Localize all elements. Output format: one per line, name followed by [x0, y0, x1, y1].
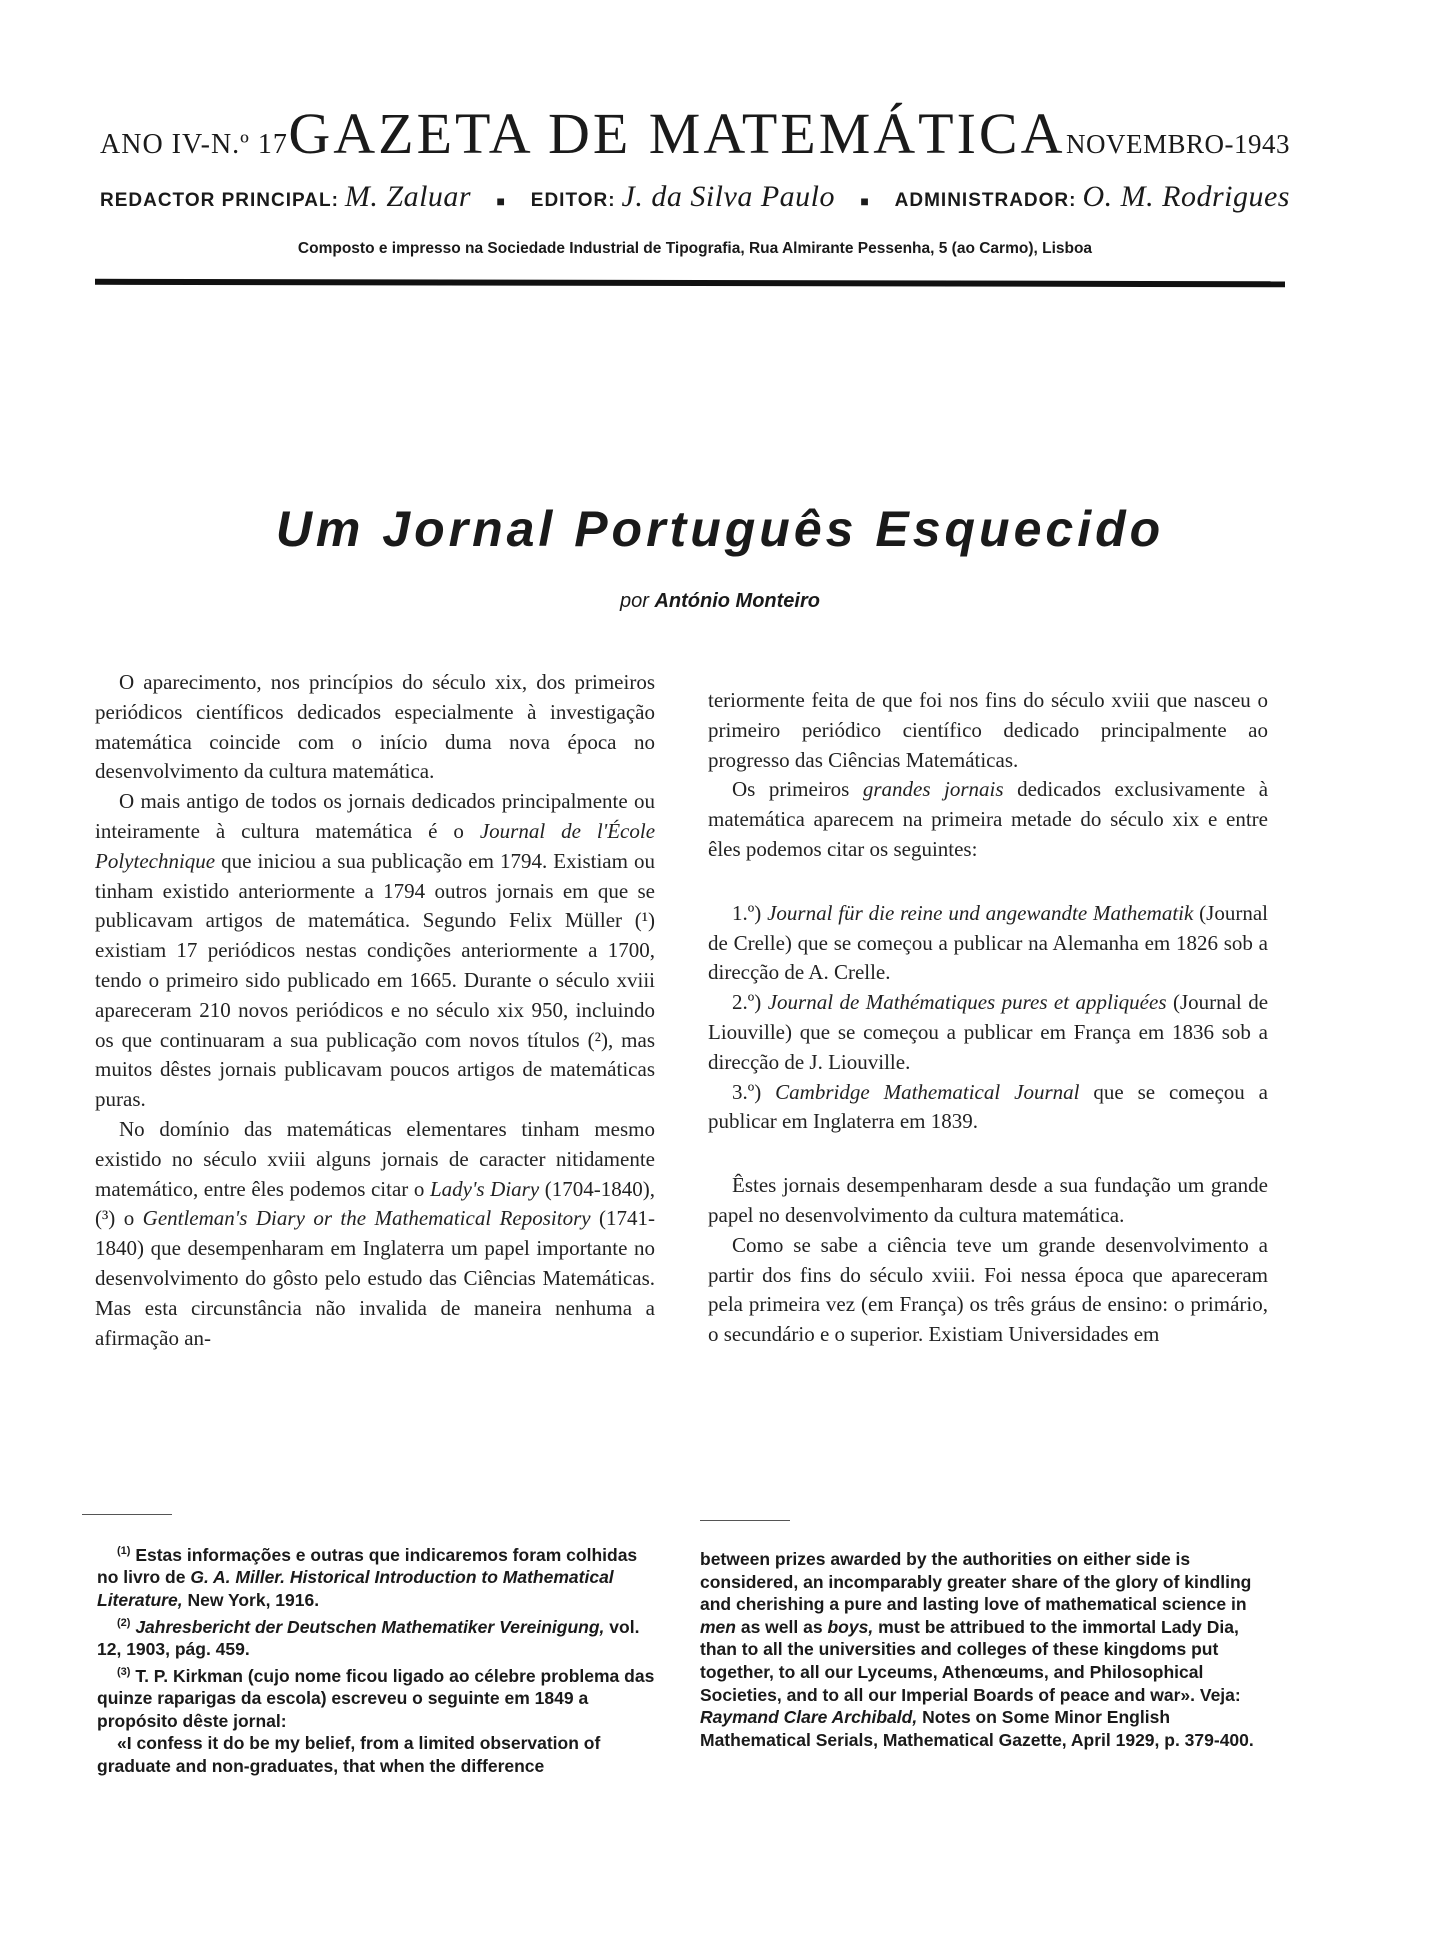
editor-role: EDITOR: — [530, 190, 616, 211]
journal-title: GAZETA DE MATEMÁTICA — [288, 101, 1066, 166]
paragraph — [95, 1115, 655, 1353]
issue-date: NOVEMBRO-1943 — [1065, 129, 1290, 159]
list-item — [708, 899, 1268, 988]
spacer — [708, 1137, 1268, 1171]
text-run: between prizes awarded by the authorities on either side is considered, an incomparably greater share of the glory of kindling and cherishing a pure and lasting love of mathematical science in — [700, 1549, 1252, 1615]
text-run: (Journal de Crelle) que se começou a publicar na Alemanha em 1826 sob a direcção de A. Crelle. — [708, 900, 1268, 985]
footnote-separator — [82, 1514, 172, 1515]
staff-line — [100, 180, 1290, 214]
text-run: must be attribued to the immortal Lady Dia, than to all the universities and colleges of these kingdoms put together, to all our Lyceums, Athenœums, and Philosophical Societies, and to all our Imperial Boards of peace and war». Veja: — [700, 1616, 1241, 1705]
footnote-mark: (3) — [117, 1665, 131, 1678]
administrator-role: ADMINISTRADOR: — [894, 190, 1077, 211]
paragraph: teriormente feita de que foi nos fins do século xviii que nasceu o primeiro periódico científico dedicado principalmente ao progresso das Ciências Matemáticas. — [708, 688, 1268, 772]
left-column — [95, 668, 655, 1353]
item-number: 2.º) — [732, 990, 762, 1015]
text-run: Estas informações e outras que indicaremos foram colhidas no livro de — [97, 1544, 638, 1588]
administrator-credit — [895, 180, 1290, 214]
author-name: António Monteiro — [654, 590, 820, 612]
editor-name: J. da Silva Paulo — [621, 180, 835, 213]
text-run: Notes on Some Minor English Mathematical Serials, Mathematical Gazette, April 1929, p. 379-400. — [700, 1707, 1254, 1750]
editor-in-chief-name: M. Zaluar — [344, 180, 472, 213]
emphasis: grandes jornais — [862, 777, 1004, 802]
paragraph — [95, 787, 655, 1115]
journal-name: Journal de l'École Polytechnique — [95, 818, 656, 873]
footnote — [97, 1540, 657, 1612]
footnote — [97, 1661, 657, 1733]
text-run: (1741-1840) que desempenharam em Inglaterra um papel importante no desenvolvimento do gôsto pelo estudo das Ciências Matemáticas. Mas esta circunstância não invalida de maneira nenhuma a afirmação an- — [95, 1206, 655, 1350]
spacer — [708, 865, 1268, 899]
imprint-line: Composto e impresso na Sociedade Industrial de Tipografia, Rua Almirante Pessenha, 5 (ao Carmo), Lisboa — [297, 240, 1093, 257]
item-number: 3.º) — [732, 1079, 762, 1104]
emphasis: boys, — [827, 1616, 874, 1637]
footnote — [97, 1612, 657, 1661]
footnotes-left — [97, 1540, 657, 1777]
list-item — [708, 1078, 1268, 1138]
paragraph: Êstes jornais desempenharam desde a sua fundação um grande papel no desenvolvimento da cultura matemática. — [708, 1173, 1268, 1227]
separator-square-icon: ■ — [860, 195, 870, 210]
administrator-name: O. M. Rodrigues — [1082, 180, 1290, 213]
text-run: (Journal de Liouville) que se começou a publicar em França em 1836 sob a direcção de J. Liouville. — [708, 990, 1269, 1074]
paragraph — [708, 775, 1268, 864]
issue-number: ANO IV-N.º 17 — [100, 129, 288, 160]
list-item — [708, 988, 1268, 1077]
emphasis: men — [700, 1616, 736, 1637]
book-title: Jahresbericht der Deutschen Mathematiker Vereinigung, — [135, 1616, 605, 1637]
byline-prefix: por — [620, 590, 649, 612]
footnote-mark: (2) — [117, 1616, 131, 1629]
editor-in-chief-credit — [100, 180, 471, 214]
text-run: (1704-1840), (³) o — [95, 1176, 655, 1231]
text-run: New York, 1916. — [187, 1590, 320, 1611]
paragraph: Como se sabe a ciência teve um grande desenvolvimento a partir dos fins do século xviii. Foi nessa época que apareceram pela primeira vez (em França) os três gráus de ensino: o primário, o secundário e o superior. Existiam Universidades em — [708, 1232, 1268, 1347]
byline — [0, 590, 1440, 613]
masthead — [100, 100, 1290, 167]
masthead-rule — [95, 279, 1285, 287]
separator-square-icon: ■ — [496, 195, 506, 210]
footnote-continuation — [700, 1548, 1260, 1751]
journal-name: Journal de Mathématiques pures et appliquées — [767, 990, 1167, 1015]
article-title: Um Jornal Português Esquecido — [275, 501, 1165, 557]
book-title: G. A. Miller. Historical Introduction to Mathematical Literature, — [97, 1567, 614, 1611]
author-reference: Raymand Clare Archibald, — [700, 1707, 918, 1728]
right-column — [708, 686, 1268, 1350]
journal-name: Cambridge Mathematical Journal — [775, 1079, 1080, 1104]
item-number: 1.º) — [732, 900, 762, 925]
paragraph: O aparecimento, nos princípios do século xix, dos primeiros periódicos científicos dedicados especialmente à investigação matemática coincide com o início duma nova época no desenvolvimento da cultura matemática. — [95, 670, 655, 784]
text-run: que iniciou a sua publicação em 1794. Existiam ou tinham existido anteriormente a 1794 outros jornais em que se publicavam artigos de matemática. Segundo Felix Müller (¹) existiam 17 periódicos nestas condições anteriormente a 1700, tendo o primeiro sido publicado em 1665. Durante o século xviii apareceram 210 novos periódicos e no século xix 950, incluindo os que continuaram a sua publicação com novos títulos (²), mas muitos dêstes jornais publicavam poucos artigos de matemáticas puras. — [95, 848, 655, 1112]
footnotes-right — [700, 1548, 1260, 1751]
editor-in-chief-role: REDACTOR PRINCIPAL: — [100, 190, 339, 211]
journal-name: Gentleman's Diary or the Mathematical Repository — [142, 1206, 591, 1231]
text-run: as well as — [740, 1616, 823, 1637]
footnote-quote: «I confess it do be my belief, from a limited observation of graduate and non-graduates, that when the difference — [97, 1733, 601, 1776]
footnote-separator — [700, 1520, 790, 1521]
text-run: dedicados exclusivamente à matemática aparecem na primeira metade do século xix e entre êles podemos citar os seguintes: — [708, 777, 1269, 861]
text-run: vol. 12, 1903, pág. 459. — [97, 1616, 640, 1660]
editor-credit — [531, 180, 835, 214]
text-run: O mais antigo de todos os jornais dedicados principalmente ou inteiramente à cultura matemática é o — [95, 789, 655, 843]
journal-name: Journal für die reine und angewandte Mathematik — [767, 900, 1194, 925]
text-run: que se começou a publicar em Inglaterra em 1839. — [708, 1079, 1269, 1134]
footnote-mark: (1) — [117, 1545, 131, 1557]
text-run: Os primeiros — [732, 777, 850, 802]
text-run: T. P. Kirkman (cujo nome ficou ligado ao célebre problema das quinze raparigas da escola) escreveu o seguinte em 1849 a propósito dêste jornal: — [97, 1665, 655, 1731]
text-run: No domínio das matemáticas elementares tinham mesmo existido no século xviii alguns jornais de caracter nitidamente matemático, entre êles podemos citar o — [95, 1116, 655, 1201]
journal-name: Lady's Diary — [429, 1176, 540, 1201]
